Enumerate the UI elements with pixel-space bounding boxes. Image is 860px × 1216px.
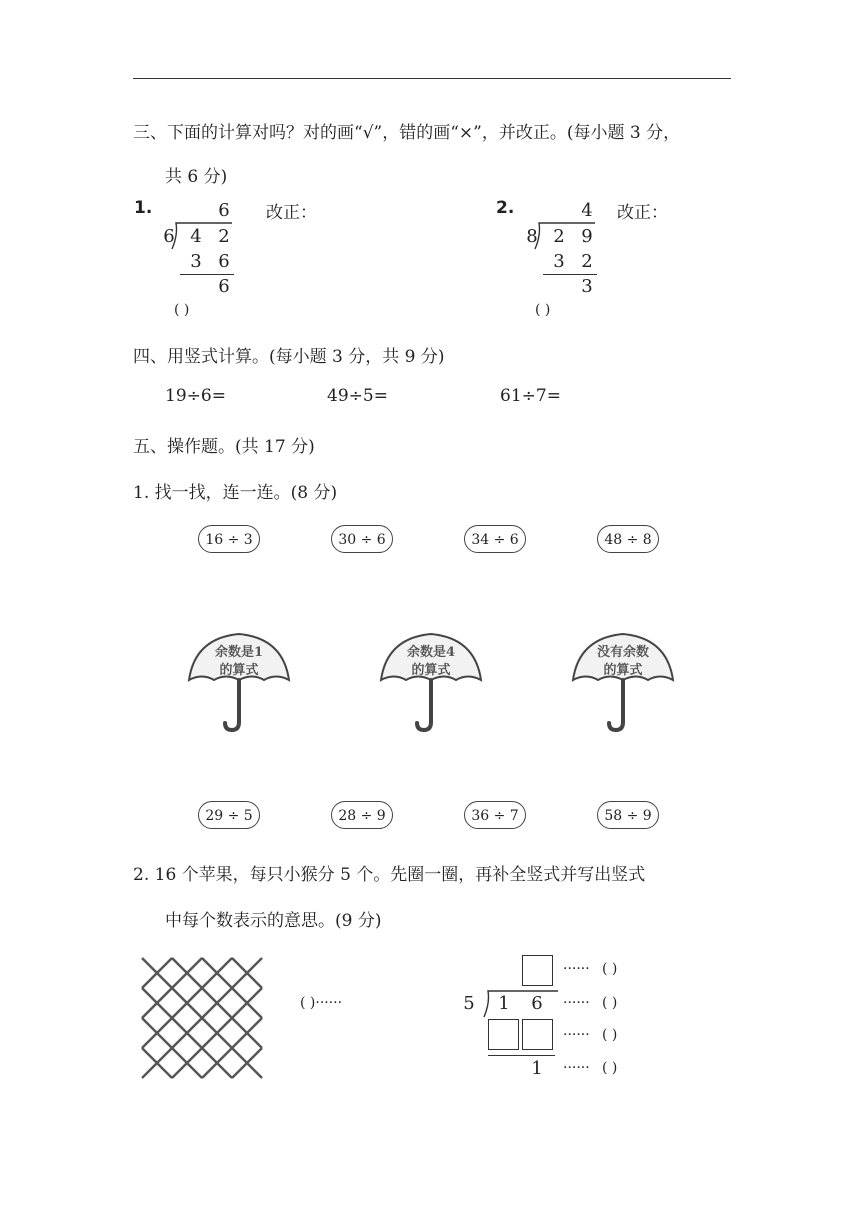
divisor-meaning-paren[interactable]: ( )······ bbox=[300, 995, 343, 1011]
answer-mark-paren[interactable]: ( ) bbox=[535, 302, 551, 318]
expression-pill[interactable]: 48 ÷ 8 bbox=[597, 525, 659, 553]
divisor: 8 bbox=[526, 226, 538, 247]
answer-mark-paren[interactable]: ( ) bbox=[174, 302, 190, 318]
expression-pill[interactable]: 34 ÷ 6 bbox=[464, 525, 526, 553]
leader-dots: ······ bbox=[563, 961, 590, 977]
leader-dots: ······ bbox=[563, 995, 590, 1011]
q2-dividend-digit: 1 bbox=[498, 993, 510, 1014]
q2-divisor: 5 bbox=[463, 993, 475, 1014]
q2-title-line1: 2. 16 个苹果，每只小猴分 5 个。先圈一圈，再补全竖式并写出竖式 bbox=[133, 865, 646, 885]
dividend-digit: 9 bbox=[581, 226, 593, 247]
quotient: 4 bbox=[581, 200, 593, 221]
remainder: 6 bbox=[218, 276, 230, 297]
expression-pill[interactable]: 58 ÷ 9 bbox=[597, 801, 659, 829]
q2-remainder: 1 bbox=[531, 1058, 543, 1079]
product-tens-answer-box[interactable] bbox=[488, 1019, 519, 1050]
dividend-digit: 2 bbox=[553, 226, 565, 247]
umbrella-label-line2: 的算式 bbox=[411, 663, 451, 678]
product-ones-answer-box[interactable] bbox=[522, 1019, 553, 1050]
umbrella-label-line1: 余数是4 bbox=[406, 645, 456, 660]
top-rule bbox=[133, 78, 731, 79]
umbrella-no-remainder[interactable] bbox=[569, 628, 677, 738]
expression-pill[interactable]: 16 ÷ 3 bbox=[198, 525, 260, 553]
expression-pill[interactable]: 28 ÷ 9 bbox=[331, 801, 393, 829]
q2-title-line2: 中每个数表示的意思。(9 分) bbox=[165, 911, 382, 931]
divisor: 6 bbox=[163, 226, 175, 247]
umbrella-remainder-1[interactable] bbox=[185, 628, 293, 738]
subtraction-line bbox=[180, 274, 234, 275]
quotient-meaning-paren[interactable]: ( ) bbox=[602, 961, 618, 977]
calc-item: 49÷5= bbox=[327, 386, 388, 406]
product-digit: 3 bbox=[190, 251, 202, 272]
correction-label: 改正： bbox=[266, 203, 317, 223]
leader-dots: ······ bbox=[563, 1027, 590, 1043]
section3-title-line1: 三、下面的计算对吗？对的画“√”，错的画“×”，并改正。(每小题 3 分， bbox=[133, 123, 681, 143]
q2-dividend-digit: 6 bbox=[531, 993, 543, 1014]
section5-title: 五、操作题。(共 17 分) bbox=[133, 437, 315, 457]
subtraction-line bbox=[488, 1055, 555, 1056]
subtraction-line bbox=[543, 274, 597, 275]
remainder: 3 bbox=[581, 276, 593, 297]
section4-title: 四、用竖式计算。(每小题 3 分，共 9 分) bbox=[133, 347, 445, 367]
quotient-answer-box[interactable] bbox=[522, 955, 553, 986]
apples-lattice-figure[interactable] bbox=[140, 956, 264, 1080]
expression-pill[interactable]: 36 ÷ 7 bbox=[464, 801, 526, 829]
product-digit: 3 bbox=[553, 251, 565, 272]
dividend-digit: 4 bbox=[190, 226, 202, 247]
q1-title: 1. 找一找，连一连。(8 分) bbox=[133, 483, 338, 503]
product-meaning-paren[interactable]: ( ) bbox=[602, 1027, 618, 1043]
quotient: 6 bbox=[218, 200, 230, 221]
umbrella-label-line2: 的算式 bbox=[603, 663, 643, 678]
problem-number: 1. bbox=[134, 198, 153, 218]
correction-label: 改正： bbox=[617, 203, 668, 223]
remainder-meaning-paren[interactable]: ( ) bbox=[602, 1060, 618, 1076]
umbrella-label-line1: 余数是1 bbox=[214, 645, 264, 660]
dividend-digit: 2 bbox=[218, 226, 230, 247]
dividend-meaning-paren[interactable]: ( ) bbox=[602, 995, 618, 1011]
umbrella-label-line1: 没有余数 bbox=[596, 645, 649, 660]
product-digit: 2 bbox=[581, 251, 593, 272]
product-digit: 6 bbox=[218, 251, 230, 272]
section3-title-line2: 共 6 分) bbox=[165, 167, 228, 187]
problem-number: 2. bbox=[496, 198, 515, 218]
leader-dots: ······ bbox=[563, 1060, 590, 1076]
calc-item: 19÷6= bbox=[165, 386, 226, 406]
umbrella-remainder-4[interactable] bbox=[377, 628, 485, 738]
calc-item: 61÷7= bbox=[500, 386, 561, 406]
expression-pill[interactable]: 30 ÷ 6 bbox=[331, 525, 393, 553]
umbrella-label-line2: 的算式 bbox=[219, 663, 259, 678]
expression-pill[interactable]: 29 ÷ 5 bbox=[198, 801, 260, 829]
